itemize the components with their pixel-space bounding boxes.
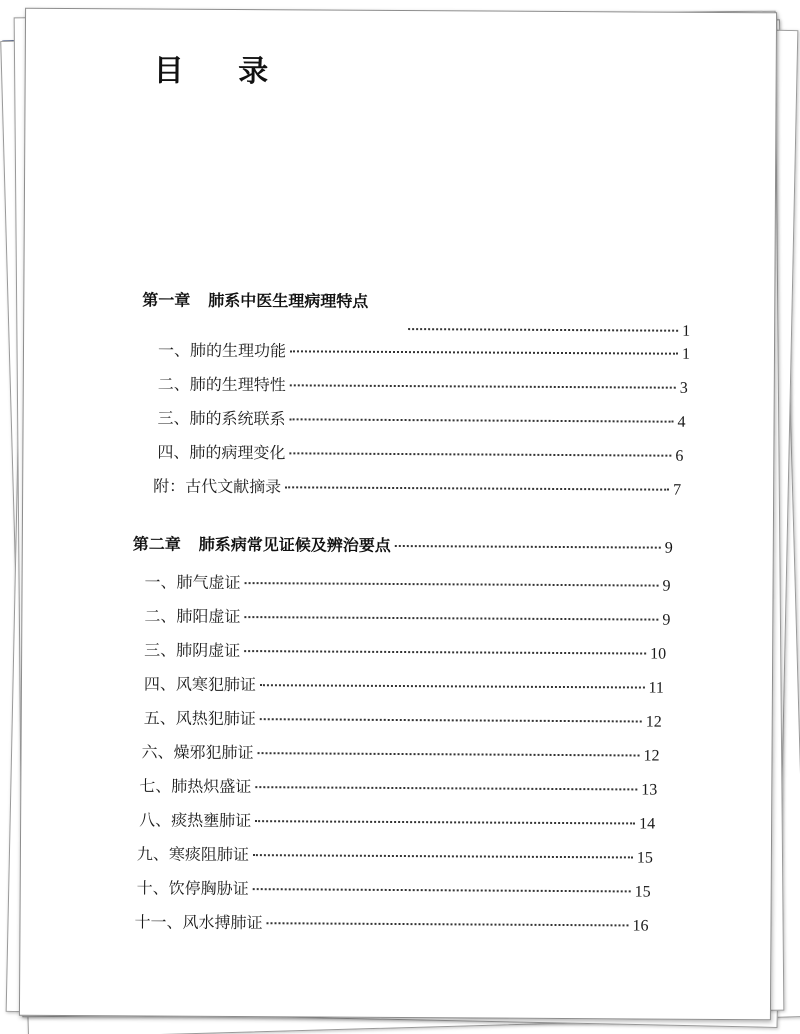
toc-row[interactable]	[144, 569, 670, 598]
dot-leader	[244, 616, 658, 621]
toc-page-number: 12	[645, 713, 662, 731]
toc-page-number: 12	[643, 747, 660, 765]
toc-entry-label: 五、风热犯肺证	[143, 708, 256, 729]
toc-row[interactable]	[157, 406, 685, 435]
toc-row[interactable]	[158, 372, 688, 401]
toc-page-number: 1	[681, 345, 691, 363]
toc-entry-label: 二、肺阳虚证	[144, 606, 241, 627]
toc-page	[19, 8, 777, 1021]
toc-row[interactable]	[139, 807, 655, 836]
chapter-title: 肺系病常见证候及辨治要点	[198, 534, 391, 555]
toc-page-number: 10	[650, 645, 667, 663]
toc-entry-label: 二、肺的生理特性	[157, 374, 286, 395]
toc-row[interactable]	[144, 705, 662, 734]
dot-leader	[245, 582, 659, 587]
dot-leader	[285, 486, 669, 490]
chapter-page-number: 9	[664, 539, 673, 557]
page-title: 目 录	[153, 53, 291, 90]
toc-row[interactable]	[139, 773, 657, 802]
dot-leader	[253, 854, 633, 858]
chapter-number: 第二章	[132, 534, 181, 554]
toc-row[interactable]	[153, 474, 681, 503]
toc-page-number: 4	[677, 413, 686, 431]
toc-page-number: 11	[648, 679, 664, 697]
toc-entry-label: 四、风寒犯肺证	[143, 674, 257, 695]
chapter-heading	[142, 287, 442, 315]
toc-entry-label: 八、痰热壅肺证	[139, 810, 252, 831]
dot-leader	[290, 418, 674, 422]
toc-page-number: 6	[675, 447, 684, 465]
dot-leader	[290, 384, 676, 388]
dot-leader	[253, 888, 631, 892]
dot-leader	[408, 328, 678, 332]
toc-entry-label: 三、肺的系统联系	[157, 408, 286, 429]
toc-entry-label: 四、肺的病理变化	[157, 442, 286, 463]
toc-entry-label: 附：古代文献摘录	[153, 476, 282, 497]
toc-page-number: 9	[662, 577, 671, 595]
toc-page-number: 7	[673, 481, 682, 499]
dot-leader	[260, 684, 645, 688]
dot-leader	[267, 922, 629, 926]
toc-entry-label: 十一、风水搏肺证	[134, 912, 263, 933]
toc-row[interactable]	[144, 637, 666, 666]
toc-row[interactable]	[144, 671, 664, 700]
toc-entry-label: 十、饮停胸胁证	[136, 878, 249, 899]
toc-row[interactable]	[144, 603, 670, 632]
toc-page-number: 15	[636, 849, 653, 867]
dot-leader	[290, 350, 678, 354]
toc-row[interactable]	[137, 841, 653, 870]
dot-leader	[395, 545, 661, 549]
toc-page-number: 1	[682, 322, 691, 340]
toc-entry-label: 七、肺热炽盛证	[139, 776, 252, 797]
toc-row[interactable]	[157, 440, 683, 469]
toc-entry-label: 三、肺阴虚证	[144, 640, 241, 661]
chapter-title: 肺系中医生理病理特点	[208, 290, 369, 311]
chapter-number: 第一章	[142, 290, 191, 310]
toc-page-number: 9	[662, 611, 671, 629]
toc-page-number: 16	[632, 917, 649, 935]
dot-leader	[255, 786, 637, 790]
dot-leader	[260, 718, 642, 722]
toc-row[interactable]	[141, 739, 659, 768]
toc-page-number: 3	[679, 379, 688, 397]
toc-row[interactable]	[134, 909, 648, 938]
dot-leader	[258, 752, 640, 756]
toc-entry-label: 九、寒痰阻肺证	[136, 844, 249, 865]
toc-page-number: 13	[641, 781, 658, 799]
toc-page-number: 15	[634, 883, 651, 901]
chapter-heading	[133, 531, 673, 560]
dot-leader	[255, 820, 635, 824]
toc-entry-label: 一、肺气虚证	[144, 572, 241, 593]
dot-leader	[244, 650, 646, 654]
toc-entry-label: 六、燥邪犯肺证	[141, 742, 254, 763]
toc-row[interactable]	[158, 338, 690, 367]
toc-page-number: 14	[639, 815, 656, 833]
dot-leader	[289, 452, 671, 456]
toc-entry-label: 一、肺的生理功能	[157, 340, 287, 361]
toc-row[interactable]	[137, 875, 651, 904]
